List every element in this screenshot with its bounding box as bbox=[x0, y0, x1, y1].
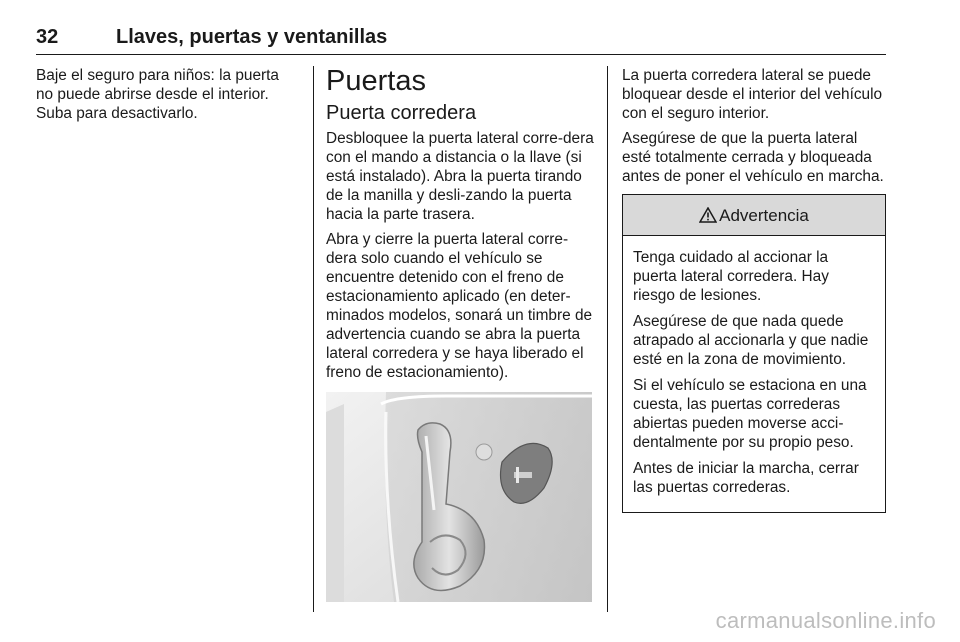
open-close-paragraph: Abra y cierre la puerta lateral corre-dera solo cuando el vehículo se encuentre detenido con el freno de estacionamiento aplicado (en deter-minados modelos, sonará un timbre de advertencia cuando se abra la puerta lateral corredera y se haya liberado el freno de estacionamiento). bbox=[326, 231, 593, 381]
child-lock-paragraph: Baje el seguro para niños: la puerta no puede abrirse desde el interior. Suba para desactivarlo. bbox=[36, 67, 279, 122]
warning-paragraph-3: Si el vehículo se estaciona en una cuesta, las puertas correderas abiertas pueden moverse acci-dentalmente por su propio peso. bbox=[633, 377, 867, 451]
column-divider-2 bbox=[607, 66, 608, 612]
running-title: Llaves, puertas y ventanillas bbox=[116, 26, 388, 48]
column-middle bbox=[326, 66, 594, 602]
warning-paragraph-2: Asegúrese de que nada quede atrapado al accionarla y que nadie esté en la zona de movimiento. bbox=[633, 313, 869, 368]
door-handle-illustration bbox=[326, 392, 592, 602]
section-heading: Puertas bbox=[326, 65, 426, 97]
unlock-paragraph: Desbloquee la puerta lateral corre-dera con el mando a distancia o la llave (si está instalado). Abra la puerta tirando de la manilla y desli-zando la puerta hacia la parte trasera. bbox=[326, 130, 594, 223]
subsection-heading: Puerta corredera bbox=[326, 102, 477, 124]
warning-paragraph-4: Antes de iniciar la marcha, cerrar las puertas correderas. bbox=[633, 460, 859, 496]
warning-title: Advertencia bbox=[719, 205, 809, 225]
page-header bbox=[36, 26, 886, 55]
watermark: carmanualsonline.info bbox=[715, 608, 936, 633]
column-divider-1 bbox=[313, 66, 314, 612]
warning-paragraph-1: Tenga cuidado al accionar la puerta lateral corredera. Hay riesgo de lesiones. bbox=[633, 249, 829, 304]
interior-lock-paragraph: La puerta corredera lateral se puede bloquear desde el interior del vehículo con el seguro interior. bbox=[622, 67, 883, 122]
warning-box bbox=[622, 194, 886, 513]
door-handle-icon bbox=[326, 392, 592, 602]
warning-body bbox=[623, 236, 885, 512]
column-left bbox=[36, 66, 296, 129]
closed-check-paragraph: Asegúrese de que la puerta lateral esté totalmente cerrada y bloqueada antes de poner el vehículo en marcha. bbox=[622, 130, 884, 185]
warning-header bbox=[623, 195, 885, 236]
column-right bbox=[622, 66, 886, 513]
page-number: 32 bbox=[36, 26, 59, 48]
warning-triangle-icon bbox=[699, 207, 717, 223]
